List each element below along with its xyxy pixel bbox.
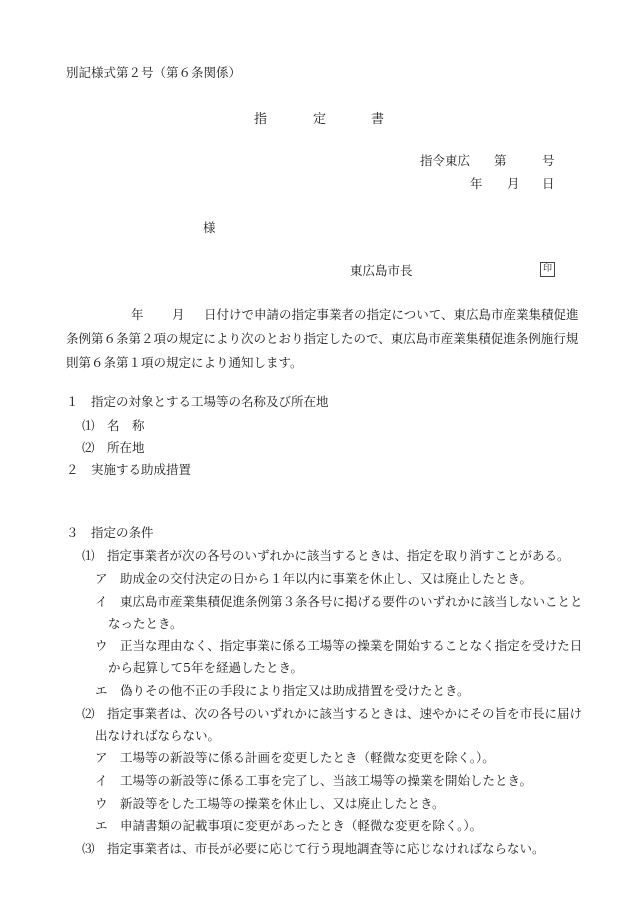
condition-1-u-line-2: から起算して5年を経過したとき。	[108, 660, 303, 675]
addressee-suffix: 様	[203, 220, 216, 235]
intro-line-2: 条例第６条第２項の規定により次のとおり指定したので、東広島市産業集積促進条例施行規	[66, 331, 579, 346]
condition-1-u-line-1: ウ 正当な理由なく、指定事業に係る工場等の操業を開始することなく指定を受けた日	[95, 638, 583, 653]
condition-2-a: ア 工場等の新設等に係る計画を変更したとき（軽微な変更を除く。）。	[95, 750, 495, 765]
condition-1: ⑴ 指定事業者が次の各号のいずれかに該当するときは、指定を取り消すことがある。	[82, 548, 570, 563]
form-label: 別記様式第２号（第６条関係）	[66, 65, 242, 80]
condition-1-e: エ 偽りその他不正の手段により指定又は助成措置を受けたとき。	[95, 683, 470, 698]
condition-2-i: イ 工場等の新設等に係る工事を完了し、当該工場等の操業を開始したとき。	[95, 773, 533, 788]
condition-2-line-2: 出なければならない。	[95, 728, 221, 743]
condition-2-u: ウ 新設等をした工場等の操業を休止し、又は廃止したとき。	[95, 796, 445, 811]
condition-1-i-line-2: なったとき。	[108, 616, 183, 631]
intro-year: 年	[131, 307, 144, 322]
section-1-item-location: ⑵ 所在地	[82, 440, 145, 455]
intro-month: 月	[172, 307, 185, 322]
title-char-3: 書	[371, 112, 385, 127]
section-3-heading: ３ 指定の条件	[66, 525, 154, 540]
condition-1-a: ア 助成金の交付決定の日から１年以内に事業を休止し、又は廃止したとき。	[95, 571, 533, 586]
doc-number-prefix: 指令東広	[420, 153, 471, 168]
condition-1-i-line-1: イ 東広島市産業集積促進条例第３条各号に掲げる要件のいずれかに該当しないことと	[95, 594, 583, 609]
date-year: 年	[470, 176, 483, 191]
doc-number-dai: 第	[494, 153, 507, 168]
intro-line-3: 則第６条第１項の規定により通知します。	[66, 355, 303, 370]
seal-mark: 印	[540, 262, 555, 277]
condition-3: ⑶ 指定事業者は、市長が必要に応じて行う現地調査等に応じなければならない。	[82, 841, 545, 856]
doc-number-go: 号	[542, 153, 555, 168]
date-day: 日	[542, 176, 555, 191]
condition-2-e: エ 申請書類の記載事項に変更があったとき（軽微な変更を除く。）。	[95, 818, 483, 833]
intro-line-1: 日付けで申請の指定事業者の指定について、東広島市産業集積促進	[204, 307, 579, 322]
section-1-item-name: ⑴ 名 称	[82, 418, 145, 433]
date-month: 月	[507, 176, 520, 191]
title-char-1: 指	[254, 112, 268, 127]
section-1-heading: １ 指定の対象とする工場等の名称及び所在地	[66, 394, 329, 409]
title-char-2: 定	[313, 112, 327, 127]
issuer-name: 東広島市長	[350, 263, 413, 278]
condition-2-line-1: ⑵ 指定事業者は、次の各号のいずれかに該当するときは、速やかにその旨を市長に届け	[82, 706, 583, 721]
section-2-heading: ２ 実施する助成措置	[66, 462, 192, 477]
